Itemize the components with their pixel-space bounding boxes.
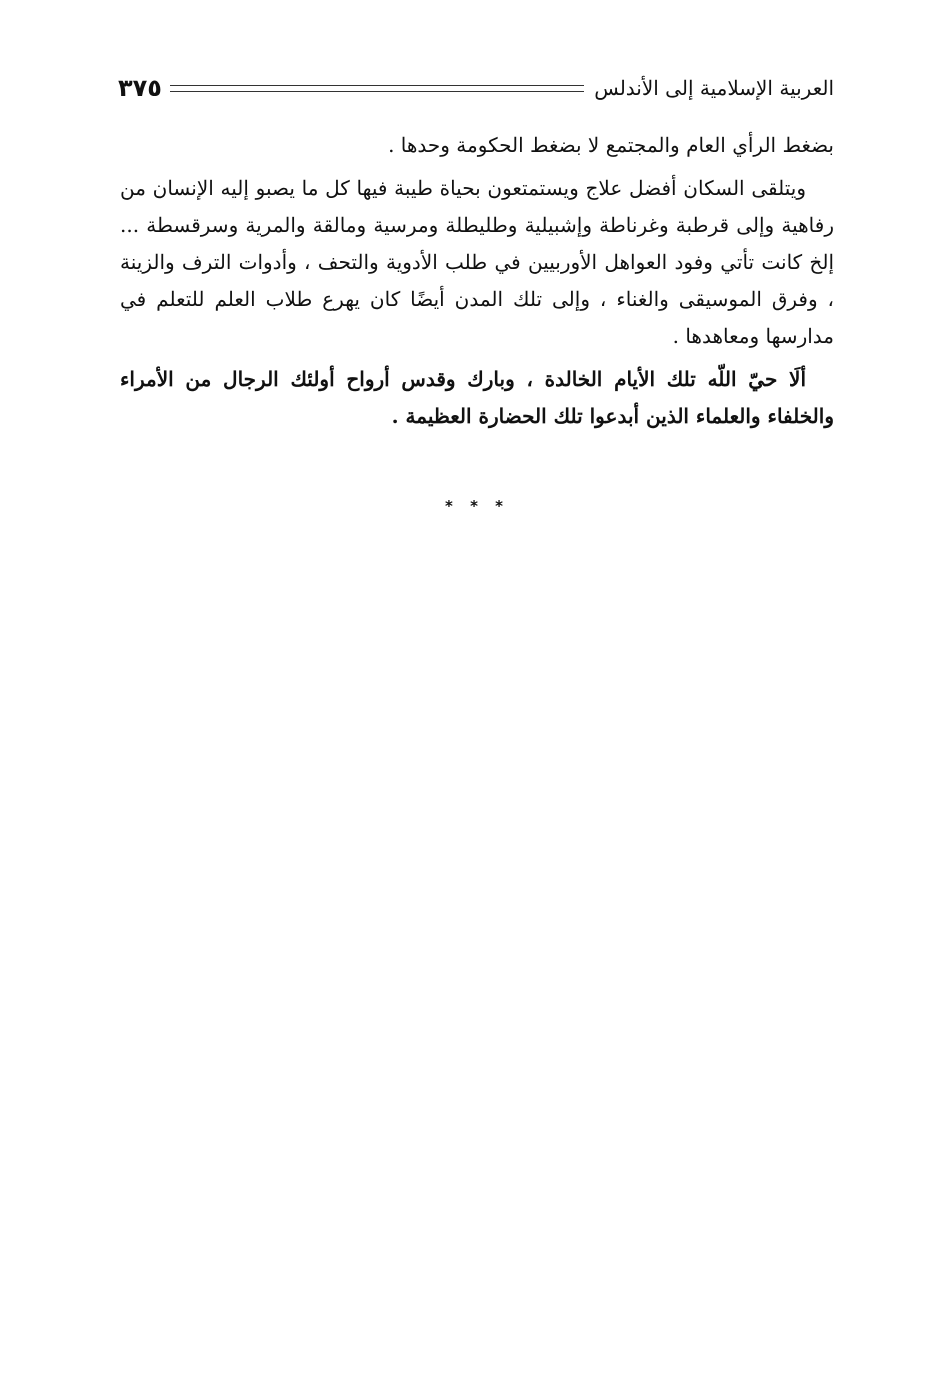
header-rule-line-bottom: [170, 91, 584, 92]
paragraph-body: ويتلقى السكان أفضل علاج ويستمتعون بحياة طيبة فيها كل ما يصبو إليه الإنسان من رفاهية وإلى قرطبة وغرناطة وإشبيلية وطليطلة ومرسية ومالقة والمرية وسرقسطة ... إلخ كانت تأتي وفود العواهل الأوربيين في طلب الأدوية والتحف ، وأدوات الترف والزينة ، وفرق الموسيقى والغناء ، وإلى تلك المدن أيضًا كان يهرع طلاب العلم للتعلم في مدارسها ومعاهدها .: [120, 176, 834, 348]
page-number: ٣٧٥: [118, 74, 162, 102]
body-text: [120, 127, 834, 435]
paragraph-closing-bold: ألَا حيّ اللّه تلك الأيام الخالدة ، وبارك وقدس أرواح أولئك الرجال من الأمراء والخلفاء والعلماء الذين أبدعوا تلك الحضارة العظيمة .: [120, 367, 834, 428]
section-end-ornament: * * *: [445, 497, 509, 515]
page-header: [118, 68, 834, 108]
running-title: العربية الإسلامية إلى الأندلس: [594, 76, 834, 100]
header-rule: [170, 85, 584, 92]
header-rule-line-top: [170, 85, 584, 86]
paragraph-continuation: بضغط الرأي العام والمجتمع لا بضغط الحكومة وحدها .: [388, 133, 834, 157]
